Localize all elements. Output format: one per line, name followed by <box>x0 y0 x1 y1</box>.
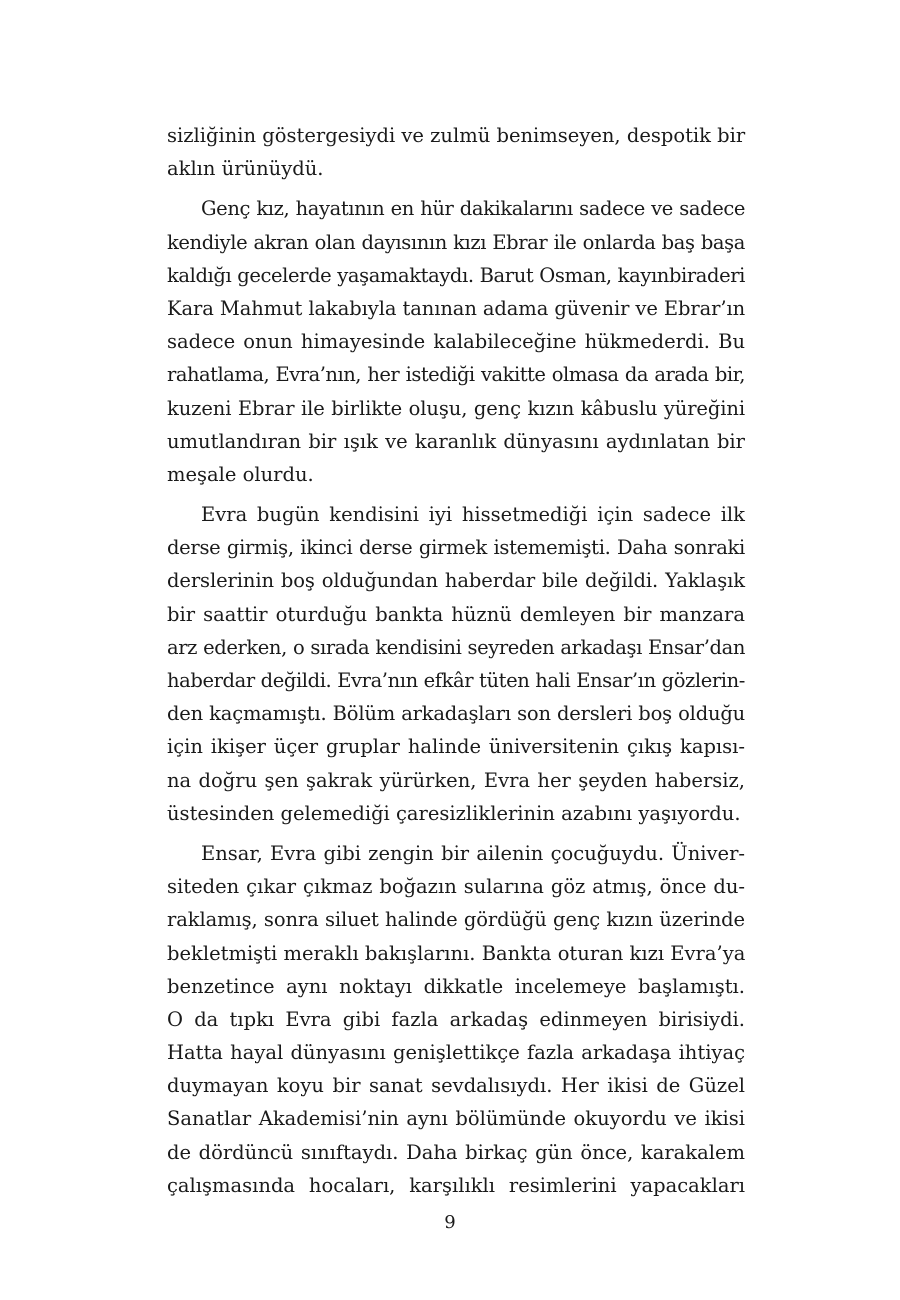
paragraph <box>167 498 745 830</box>
text-line: siteden çıkar çıkmaz boğazın sularına göz atmış, önce du- <box>167 875 745 899</box>
text-line: derslerinin boş olduğundan haberdar bile değildi. Yaklaşık <box>167 569 745 593</box>
text-line: Ensar, Evra gibi zengin bir ailenin çocuğuydu. Üniver- <box>201 841 745 865</box>
text-line: arz ederken, o sırada kendisini seyreden arkadaşı Ensar’dan <box>167 635 745 659</box>
body-text <box>167 119 745 1202</box>
text-line: raklamış, sonra siluet halinde gördüğü genç kızın üzerinde <box>167 908 745 932</box>
text-line: kuzeni Ebrar ile birlikte oluşu, genç kızın kâbuslu yüreğini <box>167 396 745 420</box>
text-line: haberdar değildi. Evra’nın efkâr tüten hali Ensar’ın gözlerin- <box>167 669 745 692</box>
text-line: umutlandıran bir ışık ve karanlık dünyasını aydınlatan bir <box>167 429 745 453</box>
paragraph <box>167 119 745 185</box>
text-line: Evra bugün kendisini iyi hissetmediği için sadece ilk <box>201 503 745 527</box>
text-line: sadece onun himayesinde kalabileceğine hükmederdi. Bu <box>167 330 745 354</box>
text-line: na doğru şen şakrak yürürken, Evra her şeyden habersiz, <box>167 768 745 792</box>
text-line: duymayan koyu bir sanat sevdalısıydı. Her ikisi de Güzel <box>167 1074 745 1098</box>
paragraph <box>167 192 745 491</box>
text-line: için ikişer üçer gruplar halinde üniversitenin çıkış kapısı- <box>167 735 745 759</box>
text-line: kendiyle akran olan dayısının kızı Ebrar ile onlarda baş başa <box>167 230 745 254</box>
text-line: sizliğinin göstergesiydi ve zulmü benimseyen, despotik bir <box>167 124 746 147</box>
text-line: aklın ürünüydü. <box>167 157 324 181</box>
text-line: meşale olurdu. <box>167 462 314 486</box>
text-line: O da tıpkı Evra gibi fazla arkadaş edinmeyen birisiydi. <box>167 1007 745 1031</box>
page-number: 9 <box>444 1212 456 1233</box>
text-line: benzetince aynı noktayı dikkatle incelemeye başlamıştı. <box>167 974 745 998</box>
text-line: Genç kız, hayatının en hür dakikalarını sadece ve sadece <box>201 197 745 221</box>
text-line: bekletmişti meraklı bakışlarını. Bankta oturan kızı Evra’ya <box>167 941 746 965</box>
text-line: Sanatlar Akademisi’nin aynı bölümünde okuyordu ve ikisi <box>167 1107 745 1131</box>
text-line: rahatlama, Evra’nın, her istediği vakitte olmasa da arada bir, <box>167 363 745 387</box>
text-line: Kara Mahmut lakabıyla tanınan adama güvenir ve Ebrar’ın <box>167 296 746 320</box>
paragraph <box>167 837 745 1202</box>
text-line: çalışmasında hocaları, karşılıklı resimlerini yapacakları <box>167 1173 745 1197</box>
text-line: Hatta hayal dünyasını genişlettikçe fazla arkadaşa ihtiyaç <box>167 1041 745 1065</box>
text-line: bir saattir oturduğu bankta hüznü demleyen bir manzara <box>167 602 745 626</box>
text-line: de dördüncü sınıftaydı. Daha birkaç gün önce, karakalem <box>167 1140 745 1164</box>
text-line: kaldığı gecelerde yaşamaktaydı. Barut Osman, kayınbiraderi <box>167 263 745 287</box>
text-line: üstesinden gelemediği çaresizliklerinin azabını yaşıyordu. <box>167 801 741 825</box>
text-line: den kaçmamıştı. Bölüm arkadaşları son dersleri boş olduğu <box>167 702 745 726</box>
text-line: derse girmiş, ikinci derse girmek istememişti. Daha sonraki <box>167 536 745 560</box>
